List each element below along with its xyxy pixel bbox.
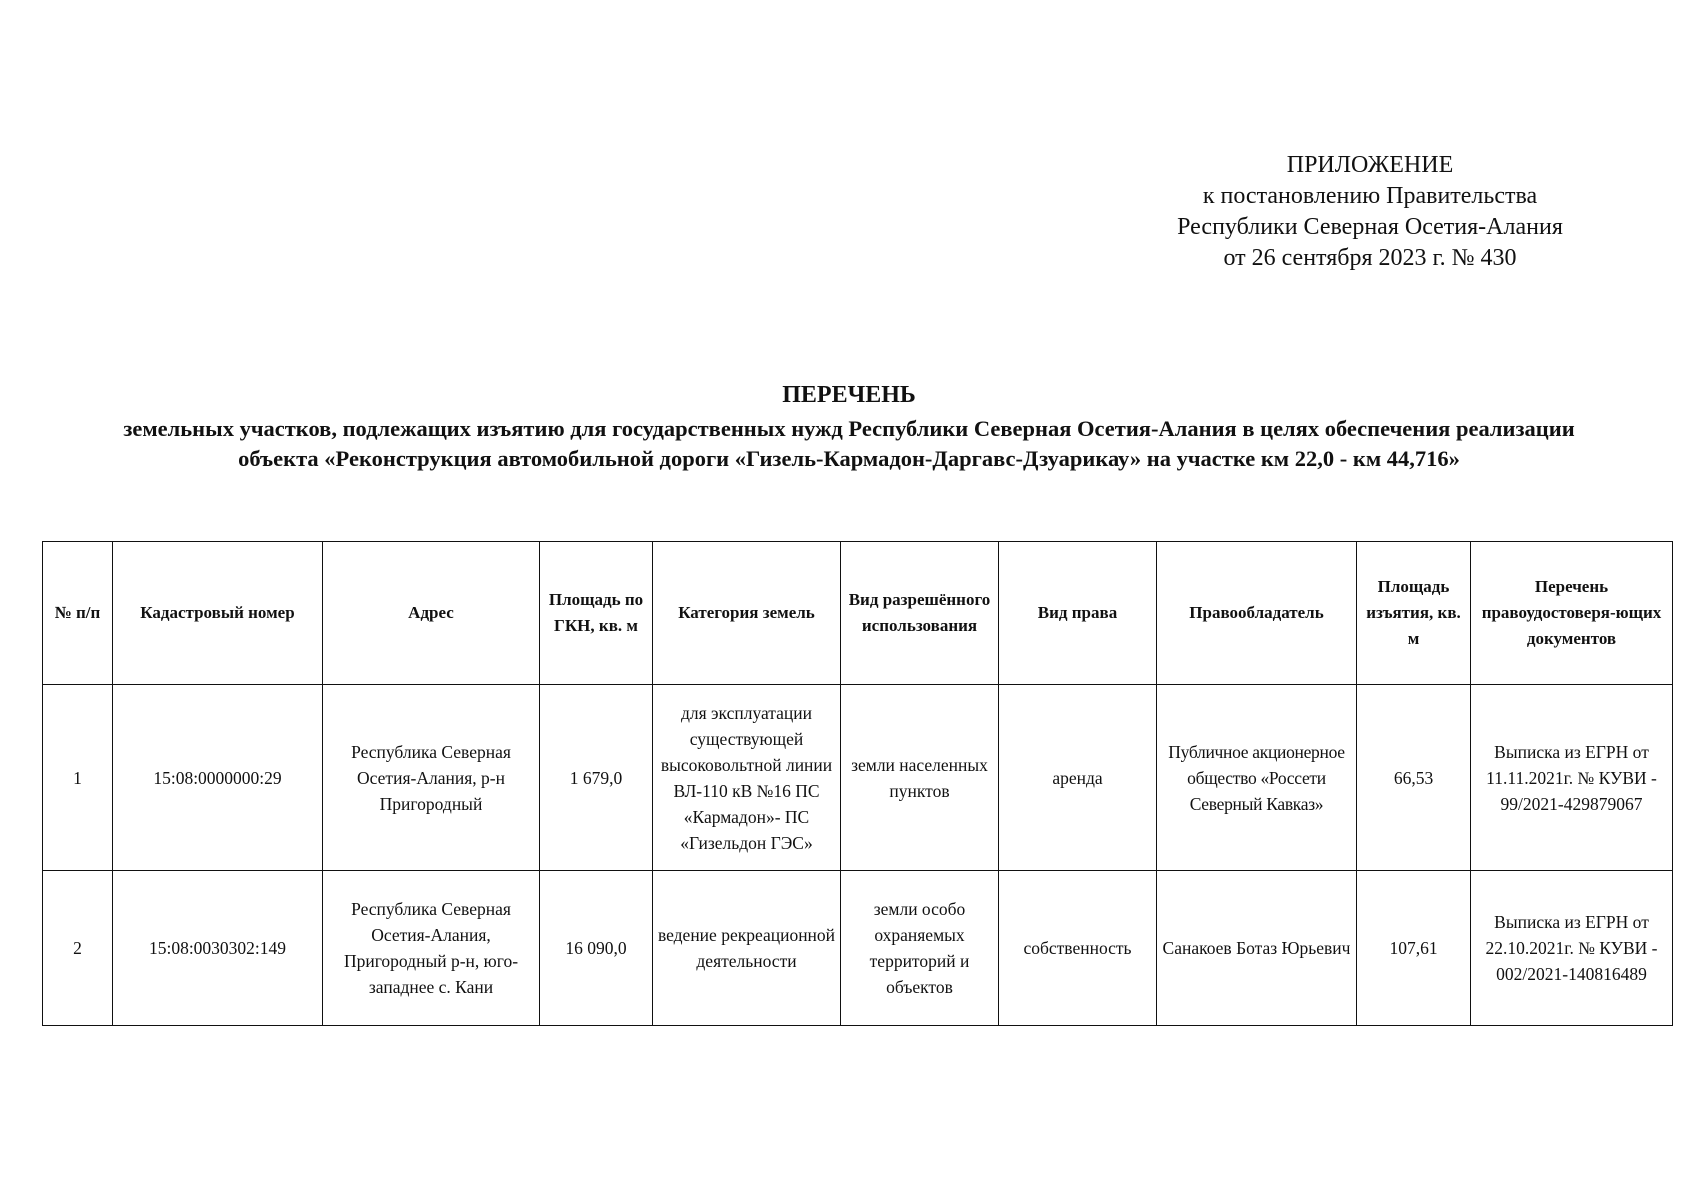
appendix-label: ПРИЛОЖЕНИЕ bbox=[1286, 152, 1454, 178]
cell-permitted-use: земли населенных пунктов bbox=[841, 685, 999, 871]
cell-num: 1 bbox=[43, 685, 113, 871]
cell-holder: Санакоев Ботаз Юрьевич bbox=[1157, 871, 1357, 1026]
appendix-reference: к постановлению Правительства bbox=[1202, 183, 1538, 209]
header-permitted-use: Вид разрешённого использования bbox=[841, 542, 999, 685]
cell-land-category: ведение рекреационной деятельности bbox=[653, 871, 841, 1026]
cell-documents: Выписка из ЕГРН от 22.10.2021г. № КУВИ - 002/2021-140816489 bbox=[1471, 871, 1673, 1026]
appendix-republic: Республики Северная Осетия-Алания bbox=[1177, 214, 1563, 240]
cell-cadastral: 15:08:0000000:29 bbox=[113, 685, 323, 871]
header-holder: Правообладатель bbox=[1157, 542, 1357, 685]
cell-area-gkn: 1 679,0 bbox=[540, 685, 653, 871]
cell-num: 2 bbox=[43, 871, 113, 1026]
cell-permitted-use: земли особо охраняемых территорий и объектов bbox=[841, 871, 999, 1026]
cell-right-type: собственность bbox=[999, 871, 1157, 1026]
header-cadastral: Кадастровый номер bbox=[113, 542, 323, 685]
cell-address: Республика Северная Осетия-Алания, р-н Пригородный bbox=[323, 685, 540, 871]
appendix-header bbox=[1140, 150, 1600, 274]
document-title-block bbox=[100, 380, 1598, 474]
document-subtitle: земельных участков, подлежащих изъятию для государственных нужд Республики Северная Осетия-Алания в целях обеспечения реализации объекта «Реконструкция автомобильной дороги «Гизель-Кармадон-Даргавс-Дзуарикау» на участке км 22,0 - км 44,716» bbox=[123, 416, 1575, 471]
cell-land-category: для эксплуатации существующей высоковольтной линии ВЛ-110 кВ №16 ПС «Кармадон»- ПС «Гизельдон ГЭС» bbox=[653, 685, 841, 871]
table-header-row bbox=[43, 542, 1673, 685]
header-right-type: Вид права bbox=[999, 542, 1157, 685]
table-row bbox=[43, 871, 1673, 1026]
document-title: ПЕРЕЧЕНЬ bbox=[782, 382, 916, 408]
table-row bbox=[43, 685, 1673, 871]
cell-address: Республика Северная Осетия-Алания, Пригородный р-н, юго-западнее с. Кани bbox=[323, 871, 540, 1026]
header-land-category: Категория земель bbox=[653, 542, 841, 685]
header-documents: Перечень правоудостоверя-ющих документов bbox=[1471, 542, 1673, 685]
cell-cadastral: 15:08:0030302:149 bbox=[113, 871, 323, 1026]
cell-holder: Публичное акционерное общество «Россети Северный Кавказ» bbox=[1157, 685, 1357, 871]
land-plots-table bbox=[42, 541, 1673, 1026]
appendix-date-number: от 26 сентября 2023 г. № 430 bbox=[1223, 245, 1517, 271]
header-seized-area: Площадь изъятия, кв. м bbox=[1357, 542, 1471, 685]
header-address: Адрес bbox=[323, 542, 540, 685]
cell-right-type: аренда bbox=[999, 685, 1157, 871]
cell-seized-area: 66,53 bbox=[1357, 685, 1471, 871]
header-num: № п/п bbox=[43, 542, 113, 685]
cell-area-gkn: 16 090,0 bbox=[540, 871, 653, 1026]
cell-seized-area: 107,61 bbox=[1357, 871, 1471, 1026]
header-area-gkn: Площадь по ГКН, кв. м bbox=[540, 542, 653, 685]
cell-documents: Выписка из ЕГРН от 11.11.2021г. № КУВИ - 99/2021-429879067 bbox=[1471, 685, 1673, 871]
